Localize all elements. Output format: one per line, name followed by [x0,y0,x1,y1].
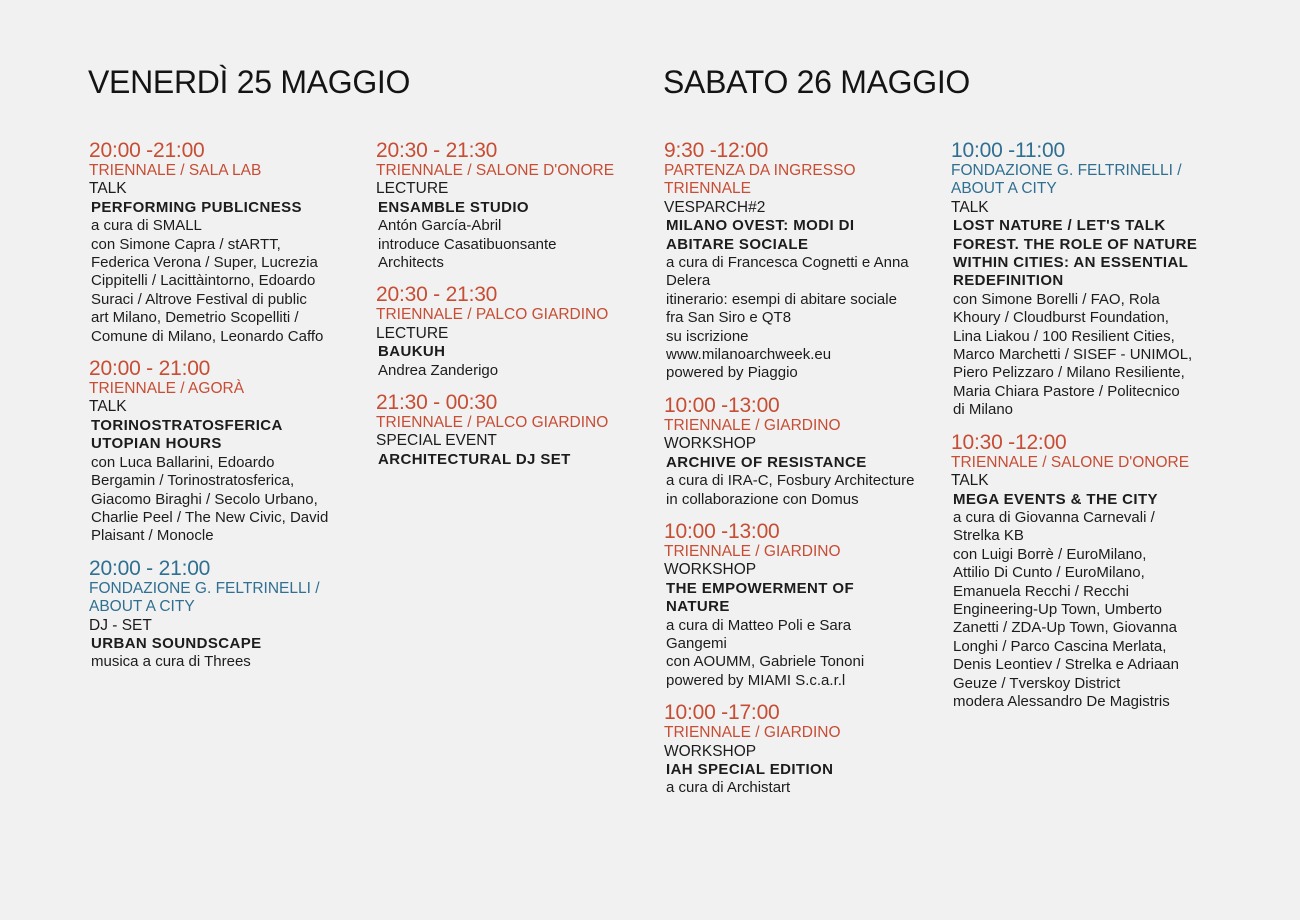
event-detail: Plaisant / Monocle [91,527,214,545]
event-block [376,140,638,272]
event-detail: con Simone Borelli / FAO, Rola [953,290,1160,308]
event-block [664,140,926,383]
event-title: MEGA EVENTS & THE CITY [953,490,1158,508]
event-detail: itinerario: esempi di abitare sociale [666,290,897,308]
event-title: NATURE [666,598,730,616]
event-detail: Antón García-Abril [378,217,502,235]
event-type: TALK [89,398,127,416]
event-detail: a cura di Matteo Poli e Sara [666,616,852,634]
event-detail: Andrea Zanderigo [378,361,499,379]
event-title: ARCHITECTURAL DJ SET [378,450,571,468]
event-type: SPECIAL EVENT [376,432,497,450]
event-time: 20:00 -21:00 [89,139,205,162]
event-title: LOST NATURE / LET'S TALK [953,217,1166,235]
event-detail: Geuze / Tverskoy District [953,674,1121,692]
event-title: URBAN SOUNDSCAPE [91,634,262,652]
event-time: 20:00 - 21:00 [89,357,211,381]
event-time: 20:30 - 21:30 [376,283,498,307]
event-block [89,140,351,346]
schedule-column [951,140,1213,723]
event-type: TALK [951,472,989,490]
event-venue: TRIENNALE / GIARDINO [664,416,841,434]
event-venue: TRIENNALE / GIARDINO [664,542,841,560]
event-time: 10:00 -17:00 [664,701,780,725]
event-detail: art Milano, Demetrio Scopelliti / [91,309,299,327]
event-detail: con Simone Capra / stARTT, [91,235,281,253]
event-detail: Zanetti / ZDA-Up Town, Giovanna [953,619,1177,637]
event-venue: TRIENNALE / SALONE D'ONORE [951,453,1190,471]
event-block [951,432,1213,712]
schedule-column [664,140,926,810]
day-title-friday: VENERDÌ 25 MAGGIO [88,64,411,100]
event-time: 10:00 -11:00 [951,139,1065,162]
event-block [664,395,926,509]
event-time: 9:30 -12:00 [664,139,769,162]
event-detail: a cura di Francesca Cognetti e Anna [666,254,909,272]
event-detail: di Milano [953,401,1014,419]
event-block [376,392,638,469]
event-detail: Piero Pelizzaro / Milano Resiliente, [953,364,1185,382]
event-type: TALK [951,198,989,216]
event-venue: TRIENNALE / SALA LAB [89,162,262,179]
event-type: TALK [89,180,127,198]
event-block [89,358,351,546]
event-title: BAUKUH [378,343,446,361]
event-title: ABITARE SOCIALE [666,235,809,253]
event-venue: FONDAZIONE G. FELTRINELLI / [951,162,1182,179]
event-detail: in collaborazione con Domus [666,490,859,508]
event-block [664,702,926,798]
event-detail: Emanuela Recchi / Recchi [953,582,1129,600]
event-detail: a cura di IRA-C, Fosbury Architecture [666,472,915,490]
event-title: IAH SPECIAL EDITION [666,760,834,778]
event-detail: Engineering-Up Town, Umberto [953,600,1162,618]
event-type: WORKSHOP [664,435,757,453]
event-venue: TRIENNALE / GIARDINO [664,724,841,742]
event-venue: PARTENZA DA INGRESSO [664,162,856,179]
event-detail: Giacomo Biraghi / Secolo Urbano, [91,490,318,508]
event-block [89,558,351,672]
event-venue: TRIENNALE / PALCO GIARDINO [376,414,609,432]
event-detail: powered by Piaggio [666,364,798,382]
event-detail: Attilio Di Cunto / EuroMilano, [953,564,1145,582]
event-detail: Strelka KB [953,527,1024,545]
event-title: ENSAMBLE STUDIO [378,198,530,216]
event-detail: Bergamin / Torinostratosferica, [91,472,295,490]
event-title: ARCHIVE OF RESISTANCE [666,453,867,471]
event-detail: con Luca Ballarini, Edoardo [91,453,275,471]
event-detail: musica a cura di Threes [91,653,251,671]
event-detail: Khoury / Cloudburst Foundation, [953,309,1169,327]
event-title: FOREST. THE ROLE OF NATURE [953,235,1198,253]
event-detail: con AOUMM, Gabriele Tononi [666,653,865,671]
event-block [951,140,1213,420]
event-block [376,284,638,380]
schedule-column [376,140,638,481]
event-time: 20:30 - 21:30 [376,139,498,162]
event-detail: www.milanoarchweek.eu [666,346,832,364]
event-venue: TRIENNALE / SALONE D'ONORE [376,162,615,179]
event-type: WORKSHOP [664,561,757,579]
event-detail: Comune di Milano, Leonardo Caffo [91,327,324,345]
event-block [664,521,926,690]
event-type: WORKSHOP [664,742,757,760]
event-title: UTOPIAN HOURS [91,435,222,453]
event-time: 10:30 -12:00 [951,430,1067,454]
schedule-column [89,140,351,684]
event-detail: Gangemi [666,634,727,652]
event-time: 20:00 - 21:00 [89,556,211,580]
event-venue: TRIENNALE / AGORÀ [89,380,245,398]
event-venue: TRIENNALE [664,180,751,198]
event-time: 10:00 -13:00 [664,519,780,543]
event-detail: Suraci / Altrove Festival di public [91,290,307,308]
event-detail: Architects [378,254,444,272]
event-title: THE EMPOWERMENT OF [666,579,855,597]
event-venue: ABOUT A CITY [951,180,1057,198]
event-detail: Federica Verona / Super, Lucrezia [91,254,318,272]
event-venue: FONDAZIONE G. FELTRINELLI / [89,579,320,597]
event-title: TORINOSTRATOSFERICA [91,416,283,434]
event-detail: Longhi / Parco Cascina Merlata, [953,637,1167,655]
event-time: 10:00 -13:00 [664,393,780,417]
event-detail: a cura di SMALL [91,217,202,235]
event-detail: Delera [666,272,711,290]
event-type: LECTURE [376,180,449,198]
event-time: 21:30 - 00:30 [376,391,498,415]
event-title: PERFORMING PUBLICNESS [91,198,302,216]
event-detail: Lina Liakou / 100 Resilient Cities, [953,327,1175,345]
event-detail: introduce Casatibuonsante [378,235,557,253]
event-title: MILANO OVEST: MODI DI [666,217,855,235]
event-detail: modera Alessandro De Magistris [953,692,1170,710]
event-detail: fra San Siro e QT8 [666,309,792,327]
event-detail: con Luigi Borrè / EuroMilano, [953,545,1147,563]
event-type: LECTURE [376,324,449,342]
event-type: DJ - SET [89,616,152,634]
event-venue: ABOUT A CITY [89,598,195,616]
event-title: WITHIN CITIES: AN ESSENTIAL [953,254,1189,272]
event-detail: Maria Chiara Pastore / Politecnico [953,382,1180,400]
event-detail: Cippitelli / Lacittàintorno, Edoardo [91,272,316,290]
event-detail: a cura di Archistart [666,779,791,797]
event-detail: su iscrizione [666,327,749,345]
event-detail: Denis Leontiev / Strelka e Adriaan [953,656,1179,674]
event-detail: Marco Marchetti / SISEF - UNIMOL, [953,346,1193,364]
event-venue: TRIENNALE / PALCO GIARDINO [376,306,609,324]
event-detail: powered by MIAMI S.c.a.r.l [666,671,846,689]
event-detail: a cura di Giovanna Carnevali / [953,508,1155,526]
event-title: REDEFINITION [953,272,1064,290]
event-detail: Charlie Peel / The New Civic, David [91,508,329,526]
day-title-saturday: SABATO 26 MAGGIO [663,64,970,100]
event-type: VESPARCH#2 [664,198,766,216]
